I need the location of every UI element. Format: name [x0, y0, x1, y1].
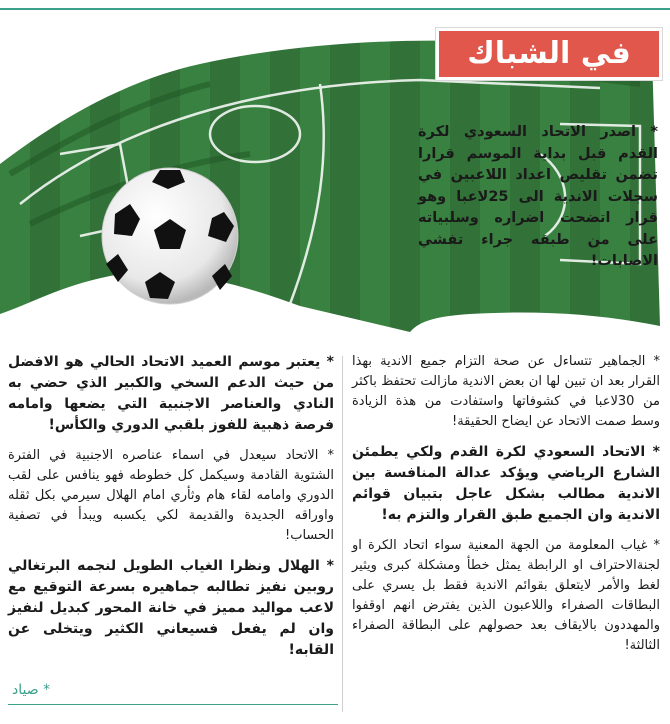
- top-rule: [0, 8, 670, 10]
- right-item: * الاتحاد السعودي لكرة القدم ولكي يطمئن الشارع الرياضي ويؤكد عدالة المنافسة بين الاندية مطالب بشكل عاجل بتبيان قوائم الاندية وان الجميع طبق القرار والتزم به!: [352, 444, 660, 523]
- left-item: * الاتحاد سيعدل في اسماء عناصره الاجنبية في الفترة الشتوية القادمة وسيكمل كل خطوطه فهو ينافس على لقب الدوري وامامه لقاء هام وثأري امام الهلال سيرمي بكل ثقله واوراقه الجديدة والقديمة لكي يكسبه ويبدأ في تصفية الحساب!: [8, 448, 334, 543]
- column-divider: [342, 356, 343, 712]
- lead-text: * اصدر الاتحاد السعودي لكرة القدم قبل بداية الموسم قرارا تضمن تقليص اعداد اللاعبين في سجلات الاندية الى 25لاعبا وهو قرار اتضحت اضراره وسلبياته على من طبقه جراء تفشي الاصابات!: [418, 124, 658, 269]
- signature-star-icon: *: [43, 682, 51, 698]
- author-name: صياد: [12, 682, 39, 698]
- right-item: * غياب المعلومة من الجهة المعنية سواء اتحاد الكرة او لجنةالاحتراف او الرابطة يمثل خطأ ومشكلة كبرى ويثير لغط والأمر لايتعلق بقوائم الاندية فقط بل يسري على البطاقات الصفراء واللاعبون الذين يفترض انهم اوقفوا والمهددون بالايقاف بعد حصولهم على البطاقة الصفراء الثالثة!: [352, 538, 660, 653]
- left-item: * يعتبر موسم العميد الاتحاد الحالي هو الافضل من حيث الدعم السخي والكبير الذي حضي به النادي والعناصر الاجنبية التي يضعها وامامه فرصة ذهبية للفوز بلقبي الدوري والكأس!: [8, 354, 334, 433]
- section-title-box: [436, 28, 662, 80]
- soccer-ball-icon: [102, 168, 238, 304]
- right-item: * الجماهير تتساءل عن صحة التزام جميع الاندية بهذا القرار بعد ان تبين لها ان بعض الاندية مازالت تحتفظ باكثر من 30لاعبا في كشوفاتها واستفادت من هذة الزيادة وسط صمت الاتحاد عن ايضاح الحقيقة!: [352, 354, 660, 429]
- author-signature: [12, 682, 50, 698]
- section-title: في الشباك: [467, 36, 631, 71]
- left-column: [8, 352, 334, 671]
- bottom-rule: [8, 704, 338, 705]
- right-column: [352, 352, 660, 666]
- left-item: * الهلال ونظرا الغياب الطويل لنجمه البرتغالي روبين نفيز تطالبه جماهيره بسرعة التوقيع مع لاعب مواليد مميز في خانة المحور كبديل لنفيز وان لم يفعل فسيعاني الكثير ويتخلى عن القابه!: [8, 558, 334, 658]
- lead-paragraph: [418, 122, 658, 273]
